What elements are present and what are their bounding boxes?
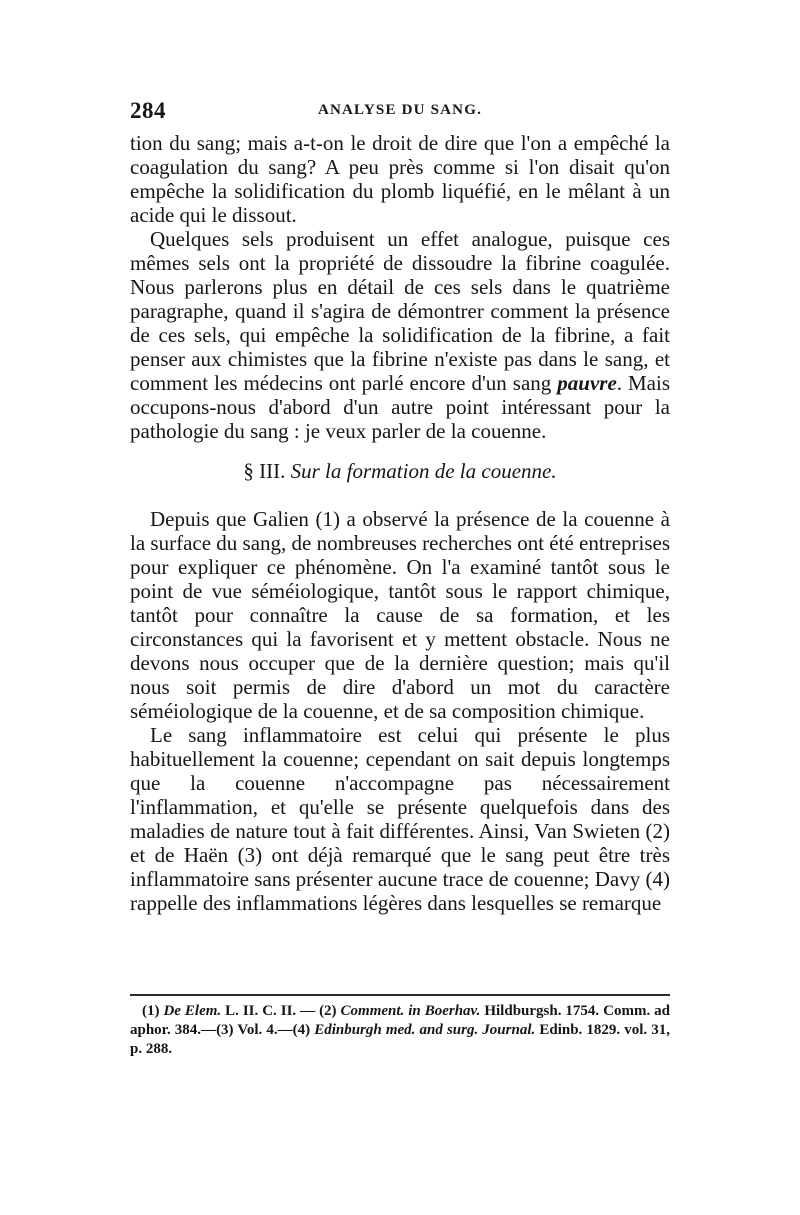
main-text	[130, 131, 670, 915]
footnote-block	[130, 1002, 670, 1059]
footnote-2-work: Comment. in Boerhav.	[340, 1003, 481, 1019]
footnote-4-number: (4)	[292, 1022, 315, 1038]
section-number: § III.	[243, 459, 286, 483]
section-title: Sur la formation de la couenne.	[290, 459, 557, 483]
footnote-3: (3) Vol. 4.—	[216, 1022, 293, 1038]
footnote-1-ref: L. II. C. II. —	[221, 1003, 320, 1019]
page-number: 284	[130, 98, 166, 123]
paragraph-salts	[130, 227, 670, 443]
footnote-4-ref: Edinb. 1829. vol. 31, p. 288.	[130, 1022, 670, 1057]
footnote-divider	[130, 994, 670, 996]
footnote-1-work: De Elem.	[163, 1003, 222, 1019]
footnotes	[130, 1002, 670, 1059]
footnote-4-work: Edinburgh med. and surg. Journal.	[314, 1022, 536, 1038]
running-head: ANALYSE DU SANG.	[317, 102, 483, 118]
paragraph-continued: tion du sang; mais a-t-on le droit de dire que l'on a empêché la coagulation du sang? A peu près comme si l'on disait qu'on empêche la solidification du plomb liquéfié, en le mêlant à un acide qui le dissout.	[130, 131, 670, 227]
emphasis-pauvre: pauvre	[557, 371, 617, 395]
page-header	[130, 98, 670, 128]
paragraph-inflammatory-blood: Le sang inflammatoire est celui qui présente le plus habituellement la couenne; cependant on sait depuis longtemps que la couenne n'accompagne pas nécessairement l'inflammation, et qu'elle se présente quelquefois dans des maladies de nature tout à fait différentes. Ainsi, Van Swieten (2) et de Haën (3) ont déjà remarqué que le sang peut être très inflammatoire sans présenter aucune trace de couenne; Davy (4) rappelle des inflammations légères dans lesquelles se remarque	[130, 723, 670, 915]
paragraph-salts-text-start: Quelques sels produisent un effet analogue, puisque ces mêmes sels ont la propriété de dissoudre la fibrine coagulée. Nous parlerons plus en détail de ces sels dans le quatrième paragraphe, quand il s'agira de démontrer comment la présence de ces sels, qui empêche la solidification de la fibrine, a fait penser aux chimistes que la fibrine n'existe pas dans le sang, et comment les médecins ont parlé encore d'un sang	[130, 227, 670, 395]
footnote-2-number: (2)	[319, 1003, 341, 1019]
footnote-2-ref: Hildburgsh. 1754. Comm. ad aphor. 384.—	[130, 1003, 670, 1038]
paragraph-salts-text-end: . Mais occupons-nous d'abord d'un autre point intéressant pour la pathologie du sang : je veux parler de la couenne.	[130, 371, 671, 443]
paragraph-galien: Depuis que Galien (1) a observé la présence de la couenne à la surface du sang, de nombreuses recherches ont été entreprises pour expliquer ce phénomène. On l'a examiné tantôt sous le point de vue séméiologique, tantôt sous le rapport chimique, tantôt pour connaître la cause de sa formation, et les circonstances qui la favorisent et y mettent obstacle. Nous ne devons nous occuper que de la dernière question; mais qu'il nous soit permis de dire d'abord un mot du caractère séméiologique de la couenne, et de sa composition chimique.	[130, 507, 670, 723]
footnote-1-number: (1)	[142, 1003, 164, 1019]
section-heading	[130, 459, 670, 483]
